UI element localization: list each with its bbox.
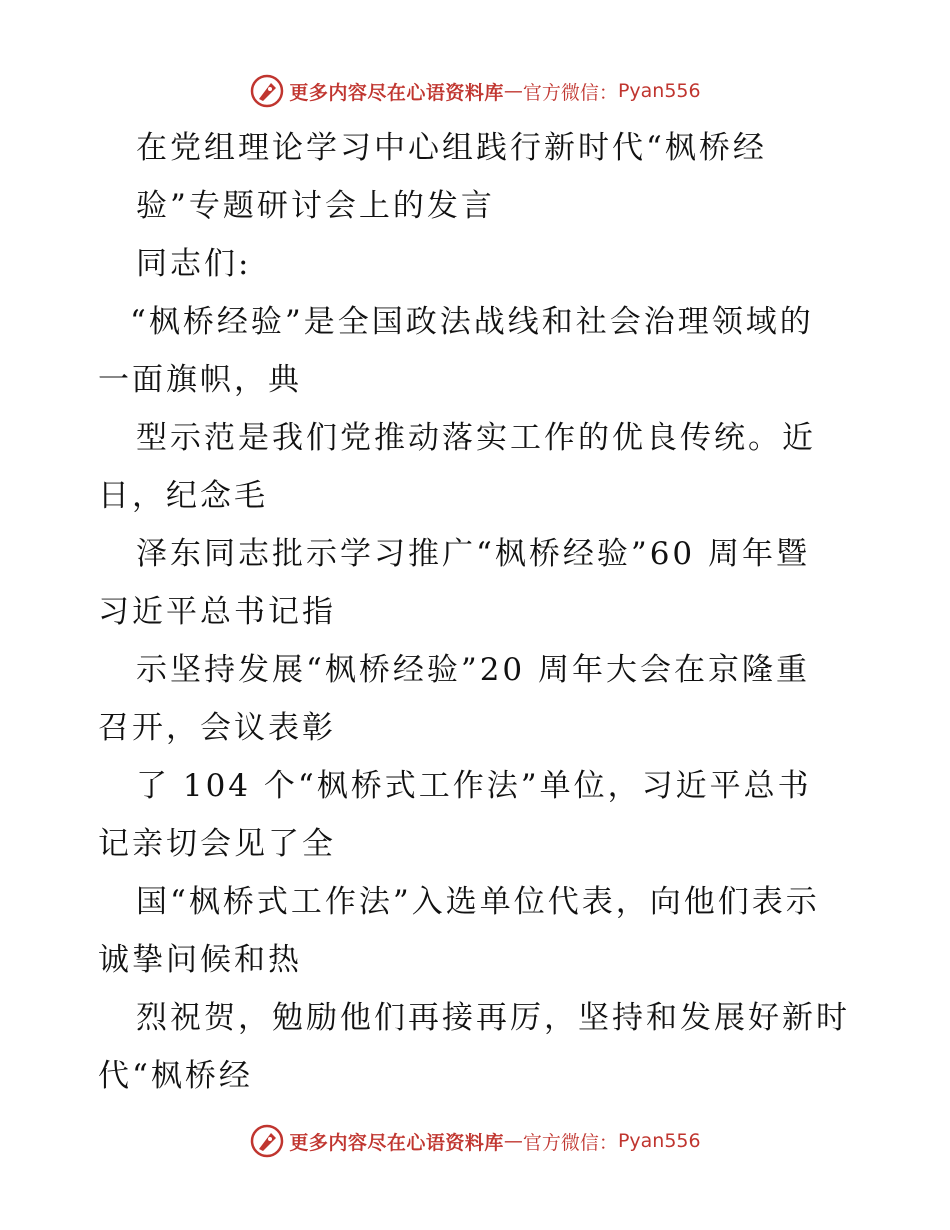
paragraph-line: 一面旗帜，典 [98,362,302,398]
paragraph-line: 国“枫桥式工作法”入选单位代表，向他们表示 [136,884,820,920]
watermark-account: Pyan556 [617,1130,701,1152]
paragraph-line: 代“枫桥经 [98,1058,253,1094]
paragraph-line: 诚挚问候和热 [98,942,302,978]
paragraph-line: 记亲切会见了全 [98,826,336,862]
watermark-dash: — [503,1130,523,1152]
salutation: 同志们: [136,246,252,282]
document-title-line-1: 在党组理论学习中心组践行新时代“枫桥经 [136,130,767,166]
paragraph-line: 召开，会议表彰 [98,710,336,746]
watermark-wechat-label: 官方微信： [522,1131,618,1154]
paragraph-line: 了 104 个“枫桥式工作法”单位，习近平总书 [136,768,812,804]
paragraph-line: 示坚持发展“枫桥经验”20 周年大会在京隆重 [136,652,810,688]
paragraph-line: 习近平总书记指 [98,594,336,630]
paragraph-line: 日，纪念毛 [98,478,268,514]
paragraph-line: “枫桥经验”是全国政法战线和社会治理领域的 [130,304,814,340]
watermark-dash: — [503,80,523,102]
watermark-brand: 更多内容尽在心语资料库 [289,1131,504,1154]
watermark-brand: 更多内容尽在心语资料库 [289,81,504,104]
document-title-line-2: 验”专题研讨会上的发言 [136,188,495,224]
watermark-wechat-label: 官方微信： [522,81,618,104]
paragraph-line: 烈祝贺，勉励他们再接再厉，坚持和发展好新时 [136,1000,850,1036]
pen-nib-logo-icon [249,1123,285,1159]
watermark-banner-bottom [0,1121,950,1161]
paragraph-line: 泽东同志批示学习推广“枫桥经验”60 周年暨 [136,536,810,572]
paragraph-line: 型示范是我们党推动落实工作的优良传统。近 [136,420,816,456]
watermark-account: Pyan556 [617,80,701,102]
